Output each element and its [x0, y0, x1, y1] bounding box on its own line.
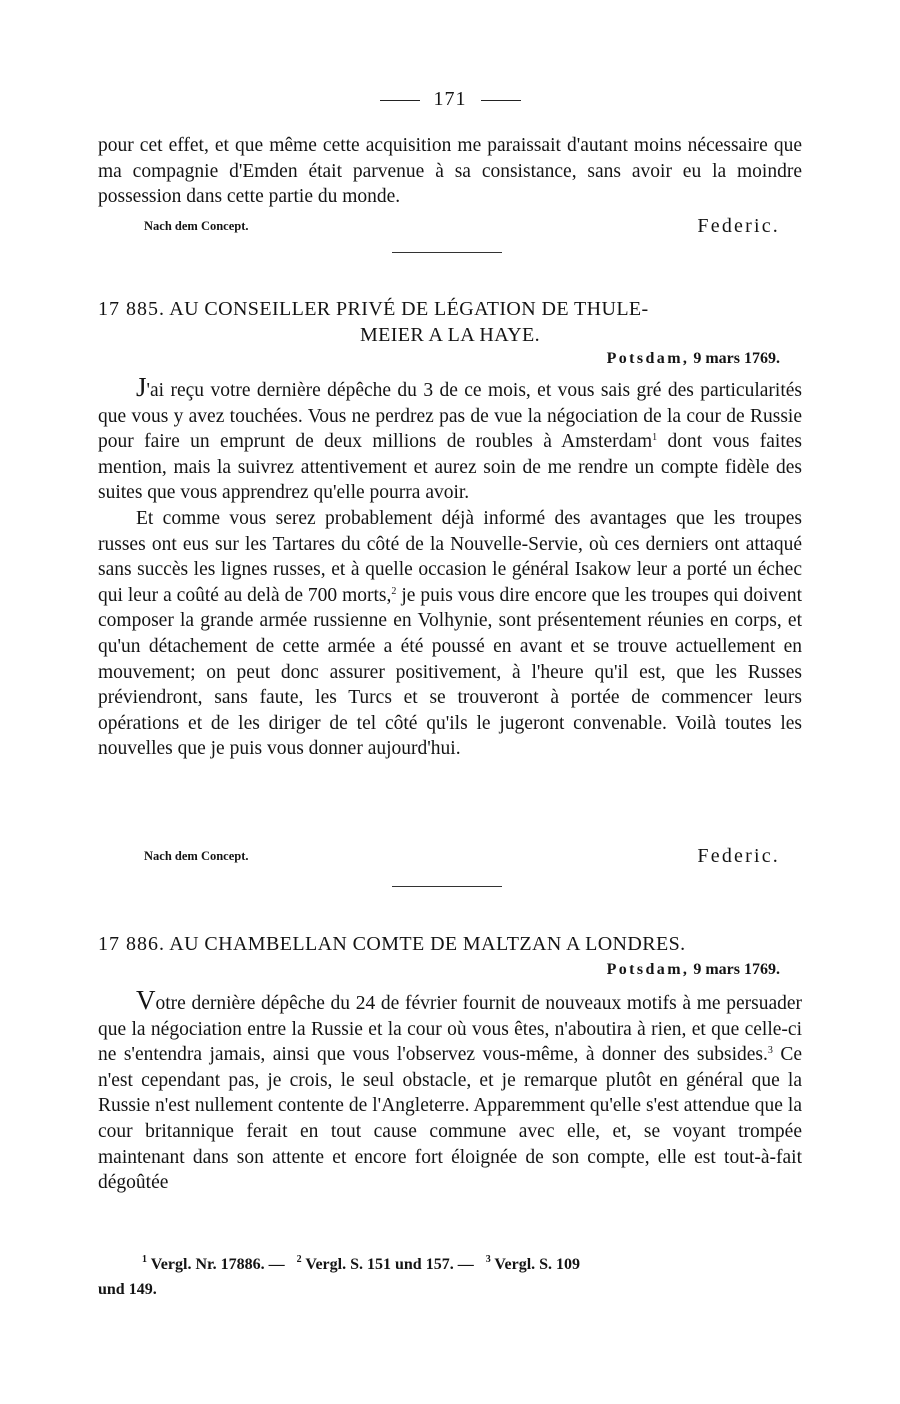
- page-number-dash-right: [481, 100, 521, 101]
- footnote-text: Vergl. S. 151 und 157. —: [305, 1256, 474, 1273]
- footnote-marker: 1: [142, 1254, 147, 1265]
- footnote-text: Vergl. S. 109: [494, 1256, 581, 1273]
- body-text: 'ai reçu votre dernière dépêche du 3 de ce mois, et vous sais gré des particularités que vous y avez touchées. Vous ne perdrez pas de vue la négociation de la cour de Russie pour faire un emprunt de deux millions de roubles à Amsterdam: [98, 380, 802, 453]
- footnote-line: [98, 1252, 802, 1277]
- footnote-ref[interactable]: 3: [767, 1045, 773, 1057]
- footnote-line: und 149.: [98, 1281, 157, 1298]
- letter-body-17885: [98, 372, 803, 762]
- continuation-paragraph: pour cet effet, et que même cette acquisition me paraissait d'autant moins nécessaire que ma compagnie d'Emden était parvenue à sa consistance, sans avoir eu la moindre possession dans cette partie du monde.: [98, 135, 802, 208]
- dateline: [607, 350, 780, 368]
- dateline-place: Potsdam,: [606, 350, 690, 367]
- body-text: dont vous faites mention, mais la suivrez attentivement et aurez soin de me rendre un compte fidèle des suites que vous apprendrez qu'elle pourra avoir.: [98, 431, 802, 504]
- page-number: [0, 88, 900, 111]
- signature: Federic.: [697, 215, 780, 237]
- letter-number: 17 886.: [98, 933, 165, 955]
- letter-title: AU CHAMBELLAN COMTE DE MALTZAN A LONDRES.: [169, 933, 686, 955]
- body-paragraph: [98, 506, 802, 762]
- body-text: je puis vous dire encore que les troupes qui doivent composer la grande armée russienne en Volhynie, sont présentement réunies en corps, et qu'un détachement de cette armée a été poussé en avant et se trouve actuellement en mouvement; on peut donc assurer positivement, à l'heure qu'il est, que les Russes préviendront, sans faute, les Turcs et se trouveront à portée de commencer leurs opérations et de les diriger de tel côté qu'ils le jugeront convenable. Voilà toutes les nouvelles que je puis vous donner aujourd'hui.: [98, 584, 803, 760]
- footnote-marker: 3: [485, 1254, 491, 1265]
- page-number-value: 171: [433, 88, 467, 110]
- body-text: Et comme vous serez probablement déjà informé des avantages que les troupes russes ont eus sur les Tartares du côté de la Nouvelle-Servie, où ces derniers ont attaqué sans succès les lignes russes, et à quelle occasion le général Isakow leur a porté un échec qui leur a coûté au delà de 700 morts,: [98, 507, 802, 606]
- footnote-ref[interactable]: 1: [652, 432, 658, 444]
- letter-body-17886: [98, 985, 802, 1196]
- section-divider: [392, 886, 502, 887]
- footnote-ref[interactable]: 2: [391, 585, 397, 597]
- page-number-dash-left: [380, 100, 420, 101]
- footnote-text: Vergl. Nr. 17886. —: [150, 1256, 285, 1273]
- letter-heading-line1: [98, 296, 802, 322]
- body-paragraph: [98, 985, 802, 1196]
- letter-number: 17 885.: [98, 298, 165, 320]
- dateline-date: 9 mars 1769.: [693, 961, 780, 978]
- letter-heading-17885: [98, 296, 802, 348]
- body-text: Ce n'est cependant pas, je crois, le seul obstacle, et je remarque plutôt en général que la Russie n'est nullement contente de l'Angleterre. Apparemment qu'elle s'est attendue que la cour britannique ferait en tout cause commune avec elle, et, se voyant trompée maintenant dans son attente et encore fort éloignée de son compte, elle est tout-à-fait dégoûtée: [98, 1044, 802, 1194]
- initial-letter: J: [136, 372, 147, 402]
- continuation-text: [98, 133, 802, 210]
- source-note: Nach dem Concept.: [144, 219, 249, 233]
- footnotes: [98, 1252, 802, 1302]
- letter-heading-line2: MEIER A LA HAYE.: [359, 324, 541, 346]
- body-text: otre dernière dépêche du 24 de février fournit de nouveaux motifs à me persuader que la négociation entre la Russie et la cour où vous êtes, n'aboutira à rien, et que celle-ci ne s'entendra jamais, ainsi que vous l'observez vous-même, à donner des subsides.: [98, 993, 802, 1066]
- footnote-marker: 2: [296, 1254, 302, 1265]
- signature: Federic.: [697, 845, 780, 867]
- initial-letter: V: [136, 985, 156, 1015]
- source-note: Nach dem Concept.: [144, 849, 249, 863]
- letter-heading-17886: [98, 931, 802, 957]
- letter-title: AU CONSEILLER PRIVÉ DE LÉGATION DE THULE-: [169, 298, 649, 320]
- section-divider: [392, 252, 502, 253]
- body-paragraph: [98, 372, 802, 506]
- letter-heading-line1: [98, 931, 802, 957]
- dateline-place: Potsdam,: [606, 961, 690, 978]
- dateline: [607, 961, 780, 979]
- dateline-date: 9 mars 1769.: [693, 350, 780, 367]
